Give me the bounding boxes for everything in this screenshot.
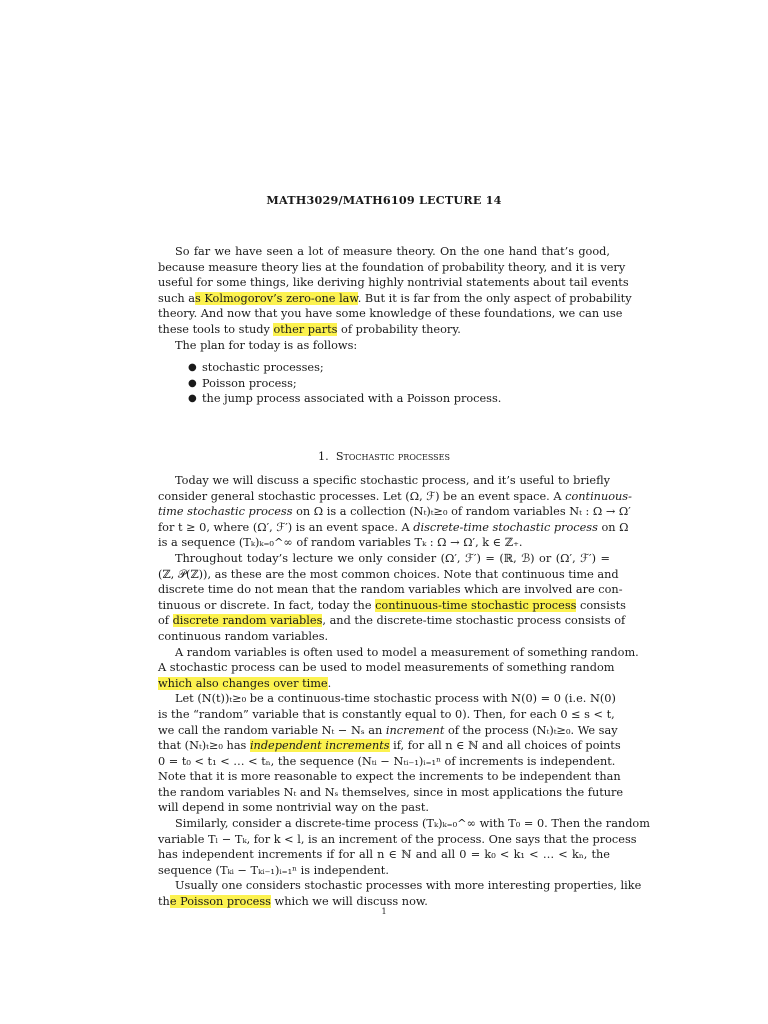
list-item: ● Poisson process; <box>188 376 297 390</box>
section-heading <box>158 450 610 463</box>
highlight-kolmogorov: s Kolmogorov’s zero-one law <box>195 291 358 305</box>
list-item: ● stochastic processes; <box>188 361 324 374</box>
bullet-icon: ● <box>188 393 197 405</box>
highlight-changes-over-time: which also changes over time <box>158 676 328 690</box>
plan-list <box>188 360 501 407</box>
section-title: Stochastic processes <box>335 450 450 463</box>
section-number: 1. <box>318 450 329 463</box>
highlight-poisson-process: e Poisson process <box>169 895 271 909</box>
bullet-icon: ● <box>188 362 197 373</box>
lecture-title: MATH3029/MATH6109 LECTURE 14 <box>266 193 502 207</box>
list-item: ● the jump process associated with a Poisson process. <box>188 392 502 406</box>
highlight-other-parts: other parts <box>273 322 338 336</box>
bullet-icon: ● <box>188 377 197 389</box>
body-text: Today we will discuss a specific stochastic process, and it’s useful to briefly consider general stochastic processes. Let (Ω, ℱ) be an event space. A continuous- time stochastic process on Ω is a collection (Nₜ)ₜ≥₀ of random variables Nₜ : Ω → Ω′ for t ≥ 0, where (Ω′, ℱ′) is an event space. A discrete-time stochastic process on Ω is a sequence (Tₖ)ₖ₌₀^∞ of random variables Tₖ : Ω → Ω′, k ∈ ℤ₊. Throughout today’s lecture we only consider (Ω′, ℱ′) = (ℝ, ℬ) or (Ω′, ℱ′) = (ℤ, 𝒫(ℤ)), as these are the most common choices. Note that continuous time and discrete time do not mean that the random variables which are involved are con- tinuous or discrete. In fact, today the continuous-time stochastic process consists of discrete random variables, and the discrete-time stochastic process consists of continuous random variables. A random variables is often used to model a measurement of something random. A stochastic process can be used to model measurements of something random which also changes over time. Let (N(t))ₜ≥₀ be a continuous-time stochastic process with N(0) = 0 (i.e. N(0) is the “random” variable that is constantly equal to 0). Then, for each 0 ≤ s < t, we call the random variable Nₜ − Nₛ an increment of the process (Nₜ)ₜ≥₀. We say that (Nₜ)ₜ≥₀ has independent increments if, for all n ∈ ℕ and all choices of points 0 = t₀ < t₁ < … < tₙ, the sequence (Nₜᵢ − Nₜᵢ₋₁)ᵢ₌₁ⁿ of increments is independent. Note that it is more reasonable to expect the increments to be independent than the random variables Nₜ and Nₛ themselves, since in most applications the future will depend in some nontrivial way on the past. Similarly, consider a discrete-time process (Tₖ)ₖ₌₀^∞ with T₀ = 0. Then the random variable Tₗ − Tₖ, for k < l, is an increment of the process. One says that the process has independent increments if for all n ∈ ℕ and all 0 = k₀ < k₁ < … < kₙ, the sequence (Tₖᵢ − Tₖᵢ₋₁)ᵢ₌₁ⁿ is independent. Usually one considers stochastic processes with more interesting properties, like the Poisson process which we will discuss now. <box>158 474 650 909</box>
highlight-independent-increments: independent increments <box>249 739 390 753</box>
page-number: 1 <box>381 907 387 916</box>
highlight-continuous-time: continuous-time stochastic process <box>375 598 577 612</box>
highlight-discrete-random: discrete random variables <box>172 614 323 628</box>
intro-paragraph: So far we have seen a lot of measure theory. On the one hand that’s good, because measure theory lies at the foundation of probability theory, and it is very useful for some things, like deriving highly nontrivial statements about tail events such as Kolmogorov’s zero-one law. But it is far from the only aspect of probability theory. And now that you have some knowledge of these foundations, we can use these tools to study other parts of probability theory. The plan for today is as follows: <box>158 245 632 352</box>
